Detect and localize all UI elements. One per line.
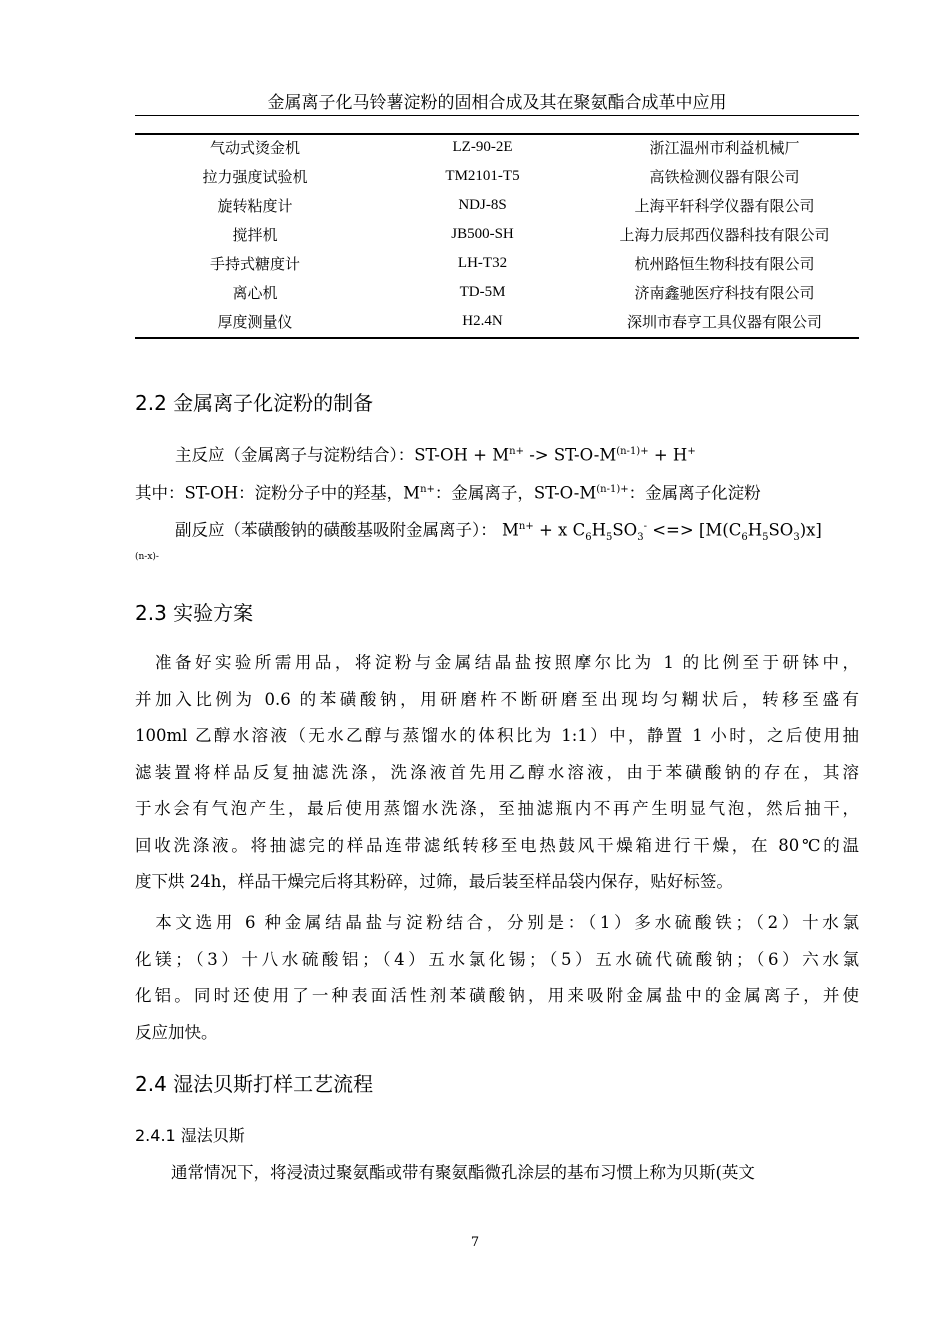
equipment-maker: 杭州路恒生物科技有限公司 [634,255,815,273]
paragraph-line: 化镁；（3）十八水硫酸铝；（4）五水氯化锡；（5）五水硫代硫酸钠；（6）六水氯 [135,949,859,969]
equipment-maker: 深圳市春亨工具仪器有限公司 [626,313,822,331]
table-row [135,249,859,278]
page-header: 金属离子化马铃薯淀粉的固相合成及其在聚氨酯合成革中应用 [267,93,727,113]
equipment-maker: 浙江温州市利益机械厂 [649,139,800,157]
reaction-definitions: 其中：ST-OH：淀粉分子中的羟基，$M^{n+}$：金属离子，$ST-O-M^{(n-1)+}$：金属离子化淀粉 [135,483,761,503]
table-row [135,133,859,162]
equipment-model: NDJ-8S [458,197,507,213]
page-number: 7 [470,1235,480,1250]
equipment-model: JB500-SH [451,226,514,242]
table-row [135,191,859,220]
equipment-model: LZ-90-2E [452,139,513,155]
paragraph-line: 度下烘 24h，样品干燥完后将其粉碎，过筛，最后装至样品袋内保存，贴好标签。 [135,872,733,891]
equipment-maker: 上海力辰邦西仪器科技有限公司 [619,226,830,244]
table-row [135,307,859,336]
equipment-name: 拉力强度试验机 [202,168,308,186]
equipment-name: 搅拌机 [232,226,278,244]
equipment-table [135,133,859,336]
experiment-paragraph-2 [135,905,859,1051]
side-reaction: 副反应（苯磺酸钠的磺酸基吸附金属离子）： $M^{n+} + x$ $C_6H_5SO_3^-$ <=> $[M(C_6H_5SO_3)x]$ [175,520,822,543]
side-reaction-charge: (n-x)- [135,552,159,562]
equipment-maker: 济南鑫驰医疗科技有限公司 [634,284,815,302]
section-heading-2-3: 2.3 实验方案 [135,601,254,625]
bess-paragraph: 通常情况下，将浸渍过聚氨酯或带有聚氨酯微孔涂层的基布习惯上称为贝斯(英文 [171,1163,755,1182]
equipment-name: 厚度测量仪 [217,313,293,331]
experiment-paragraph-1 [135,645,859,901]
equipment-model: H2.4N [462,313,503,329]
paragraph-line: 回收洗涤液。将抽滤完的样品连带滤纸转移至电热鼓风干燥箱进行干燥，在 80℃的温 [135,835,859,855]
paragraph-line: 100ml 乙醇水溶液（无水乙醇与蒸馏水的体积比为 1:1）中，静置 1 小时，之后使用抽 [135,726,859,745]
paragraph-line: 化铝。同时还使用了一种表面活性剂苯磺酸钠，用来吸附金属盐中的金属离子，并使 [135,986,859,1005]
paragraph-line: 反应加快。 [135,1022,218,1042]
section-heading-2-4: 2.4 湿法贝斯打样工艺流程 [135,1072,374,1096]
table-row [135,220,859,249]
equipment-maker: 上海平轩科学仪器有限公司 [634,197,815,215]
subsection-heading-2-4-1: 2.4.1 湿法贝斯 [135,1126,245,1145]
paragraph-line: 准备好实验所需用品，将淀粉与金属结晶盐按照摩尔比为 1 的比例至于研钵中， [135,653,859,672]
equipment-name: 手持式糖度计 [209,255,300,273]
table-bottom-rule [135,337,859,339]
equipment-model: TD-5M [459,284,506,300]
equipment-name: 气动式烫金机 [209,139,300,157]
table-row [135,162,859,191]
main-reaction: 主反应（金属离子与淀粉结合）：$ST-OH + M^{n+} -> ST-O-M^{(n-1)+} + H^+$ [175,445,696,465]
equipment-model: LH-T32 [457,255,508,271]
equipment-name: 旋转粘度计 [217,197,293,215]
equipment-model: TM2101-T5 [445,168,520,184]
equipment-name: 离心机 [232,284,278,302]
paragraph-line: 本文选用 6 种金属结晶盐与淀粉结合，分别是：（1）多水硫酸铁；（2）十水氯 [135,913,859,932]
table-row [135,278,859,307]
paragraph-line: 并加入比例为 0.6 的苯磺酸钠，用研磨杵不断研磨至出现均匀糊状后，转移至盛有 [135,689,859,709]
header-divider [135,115,859,116]
paragraph-line: 于水会有气泡产生，最后使用蒸馏水洗涤，至抽滤瓶内不再产生明显气泡，然后抽干， [135,799,859,818]
equipment-maker: 高铁检测仪器有限公司 [649,168,800,186]
paragraph-line: 滤装置将样品反复抽滤洗涤，洗涤液首先用乙醇水溶液，由于苯磺酸钠的存在，其溶 [135,762,859,782]
section-heading-2-2: 2.2 金属离子化淀粉的制备 [135,391,374,415]
